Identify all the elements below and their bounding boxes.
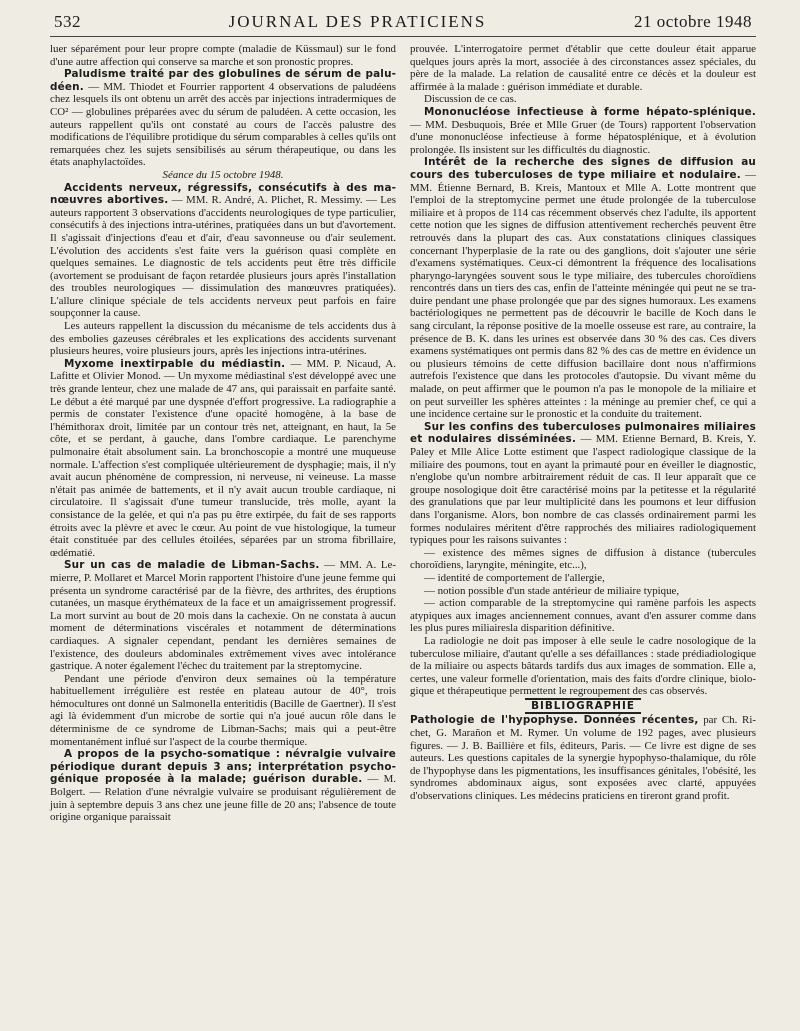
journal-title: JOURNAL DES PRATICIENS (228, 12, 487, 31)
article-myxome (50, 358, 396, 560)
session-date: Séance du 15 octobre 1948. (162, 168, 284, 181)
list-item: — existence des mêmes signes de diffusion à distance (tubercules choroïdiens, laryngite, méningite, etc...), (410, 546, 756, 572)
article-psycho (50, 748, 396, 824)
article-heading: A propos de la psycho-somatique : névralgie vulvaire périodique durant depuis 3 ans; interprétation psychogénique proposée à la malade; guérison durable. (50, 748, 396, 786)
article-paludisme (50, 68, 396, 169)
bibliography-entry (410, 714, 756, 802)
issue-date: 21 octobre 1948 (634, 12, 752, 31)
continued-paragraph: luer séparément pour leur propre compte (maladie de Küssmaul) sur le fond d'une autre affection qui conserve sa marche et son pronostic propres. (50, 43, 396, 68)
article-paragraph: Discussion de ce cas. (424, 93, 517, 106)
running-header (50, 12, 756, 37)
article-heading: Accidents nerveux, régressifs, consécutifs à des manœuvres abortives. (50, 181, 396, 207)
continued-paragraph: prouvée. L'interrogatoire permet d'établir que cette douleur était apparue quelques jours après la mort, associée à des circonstances assez spéciales, du père de la malade. La relation de causalité entre ce décès et la douleur est affirmée à la malade : guérison immédiate et durable. (410, 43, 756, 93)
article-accidents (50, 182, 396, 321)
article-heading: Mononucléose infectieuse à forme hépato-splénique. (424, 105, 756, 118)
right-column (410, 43, 756, 824)
article-body: — MM. Desbuquois, Brée et Mlle Gruer (de Tours) rapportent l'observation d'une mononucléose infectieuse à forme hépatosplénique, et à évolution prolongée. Ils insistent sur les difficultés du diagnostic. (410, 118, 756, 156)
article-paragraph: Les auteurs rappellent la discussion du mécanisme de tels accidents dus à des embolies gazeuses cérébrales et les explications des accidents survenant plusieurs heures, voire plusieurs jours, après les injections intra-utérines. (50, 320, 396, 358)
article-heading: Intérêt de la recherche des signes de diffusion au cours des tuberculoses de type miliaire et nodulaire. (410, 156, 756, 181)
two-column-body (50, 43, 756, 824)
article-heading: Sur les confins des tuberculoses pulmonaires miliaires et nodulaires disséminées. (410, 420, 756, 446)
article-body: — M. Bolgert. — Relation d'une névralgie vulvaire se produisant régulièrement de juin à septembre depuis 3 ans chez une jeune fille de 20 ans; l'absence de toute origine organique paraissait (50, 773, 396, 824)
left-column (50, 43, 396, 824)
article-body: — MM. Etienne Bernard, B. Kreis, Y. Paley et Mlle Alice Lotte estiment que l'aspect radiologique classique de la miliaire des poumons, tout en ayant la primauté pour en éveiller le diagnostic, n'englobe qu'un nombre arbitrairement réduit de cas. Il leur apparaît que ce groupe nosologique doit être caractérisé moins par la petitesse et la régularité des granulations que par leur multiplicité dans les poumons et leur diffusion dans l'organisme. Alors, bon nombre de cas classés ordinairement parmi les formes nodulaires méritent d'être rapprochés des miliaires radiologiquement typiques pour les raisons suivantes : (410, 433, 756, 547)
article-heading: Sur un cas de maladie de Libman-Sachs. (64, 559, 320, 572)
article-mononucleose (410, 106, 756, 156)
article-body: — MM. Thiodet et Fourrier rapportent 4 observations de paludéens chez lesquels ils ont obtenu un arrêt des accès par injections intradermiques de CO² — globulines préparées avec du sérum de paludéen. A cette occasion, les auteurs rappellent qu'ils ont constaté au cours de l'accès palustre des modifications de l'équilibre protidique du sérum comparables à celles qu'ils ont remarquées chez les sujets sensibilisés au sérum thérapeutique, ou dans les états anaphylactoïdes. (50, 80, 397, 169)
list-item: — identité de comportement de l'allergie, (424, 571, 605, 584)
book-title: Pathologie de l'hypophyse. Données récentes, (410, 714, 699, 727)
article-libman (50, 559, 396, 672)
article-body: — MM. P. Nicaud, A. Lafitte et Olivier Monod. — Un myxome médiastinal s'est développé avec une très grande lenteur, chez une malade de 47 ans, qui paraissait en parfaite santé. Le début a été marqué par une dyspnée d'effort progressive. La radiographie a permis de constater l'existence d'une opacité homogène, à la base de l'hémithorax droit, limitée par un contour très net, atteignant, en haut, la 5e côte, et se perdant, à gauche, dans l'ombre cardiaque. Le parenchyme pulmonaire était absolument sain. La bronchoscopie a montré une muqueuse normale. L'affection s'est compliquée ultérieurement de dysphagie; mais, il n'y avait aucun phénomène de compression, ni nerveuse, ni veineuse. La masse n'était pas animée de battements, et il n'y avait aucun trouble cardiaque, ni circulatoire. Il s'agissait d'une tumeur translucide, très molle, ayant la consistance de la gelée, et qui n'a pas pu être extirpée, du fait de ses rapports étroits avec la plèvre et avec le cœur. Au point de vue histologique, la tumeur était constituée par des cellules étoilées, séparées par un stroma fibrillaire, œdématié. (50, 357, 396, 559)
list-item: — action comparable de la streptomycine qui ramène parfois les aspects atypiques aux images anciennement connues, avant d'en assurer comme dans les plus pures miliairesla disparition définitive. (410, 597, 756, 635)
article-confins (410, 421, 756, 547)
article-body: — MM. R. André, A. Plichet, R. Messimy. — Les auteurs rapportent 3 observations d'accidents neurologiques de type particulier, consécutifs à des injections intra-utérines, pratiquées dans un but d'avortement. Il s'agissait d'injections d'eau et d'air, d'eau savonneuse ou d'air seulement. L'évolution des accidents s'est faite vers la guérison quasi complète en quelques semaines. Le diagnostic de tels accidents peut être très difficile (avortement se produisant de façon retardée plusieurs jours après l'installation des troubles neurologiques — dissimulation des manœuvres pratiquées). L'allure clinique spéciale de tels accidents nerveux peut parfois en faire soupçonner la cause. (50, 194, 396, 320)
article-heading: Paludisme traité par des globulines de sérum de paludéen. (50, 68, 396, 93)
list-item: — notion possible d'un stade antérieur de miliaire typique, (424, 584, 680, 597)
page-number: 532 (54, 12, 81, 31)
article-heading: Myxome inextirpable du médiastin. (64, 357, 286, 370)
article-body: — MM. A. Lemierre, P. Mollaret et Marcel Morin rapportent l'histoire d'une jeune femme qui présenta un syndrome caractérisé par de la fièvre, des arthrites, des éruptions cutanées, un masque érythémateux de la face et un amaigrissement progressif. La mort survint au bout de 20 mois dans la cachexie. On ne constata à aucun moment de déterminations viscérales et notamment de déterminations cardiaques. A signaler cependant, pendant les dernières semaines de l'existence, des douleurs abdominales extrêmement vives avec intolérance gastrique. A noter également l'échec du traitement par la streptomycine. (50, 559, 396, 673)
bibliographie-heading: BIBLIOGRAPHIE (525, 698, 641, 715)
article-paragraph: Pendant une période d'environ deux semaines où la température habituellement irrégulière est restée en plateau autour de 40°, trois hémocultures ont donné un Salmonella enteritidis (Bacille de Gaertner). Il s'est agi là évidemment d'un microbe de sortie qui n'a joué aucun rôle dans le déterminisme de ce syndrome de Libman-Sachs; mais qui a peut-être momentanément influé sur l'aspect de la courbe thermique. (50, 672, 396, 748)
article-paragraph: La radiologie ne doit pas imposer à elle seule le cadre nosologique de la tuberculose miliaire, d'autant qu'elle a ses défaillances : stade prédiadiologique de la miliaire ou aspects bâtards tardifs dus aux images de sommation. Elle a, certes, une valeur formelle d'orientation, mais des faits d'ordre clinique, biologique et thérapeutique permettent le regroupement des cas observés. (410, 634, 756, 698)
section-title (410, 698, 756, 715)
article-interet (410, 156, 756, 420)
book-review: par Ch. Richet, G. Marañon et M. Rymer. Un volume de 192 pages, avec plusieurs figures. — J. B. Baillière et fils, éditeurs, Paris. — Ce livre est digne de ses auteurs. Les questions capitales de la synergie hypophyso-thalamique, du rôle de l'hypophyse dans les pigmentations, les insuffisances génitales, l'obésité, les syndromes abdominaux aigus, sont exposées avec clarté, appuyées d'observations cliniques. Les médecins praticiens en tireront grand profit. (410, 714, 756, 803)
article-body: — MM. Étienne Bernard, B. Kreis, Mantoux et Mlle A. Lotte montrent que l'emploi de la streptomycine permet une étude prolongée de la tuberculose miliaire et à propos de 114 cas récemment observés chez l'adulte, ils apportent cette notion que les signes de diffusion attentivement recherchés peuvent être retrouvés dans la plupart des cas. Aux constatations cliniques classiques concernant l'hyperplasie de la rate ou des ganglions, doit s'ajouter une série d'examens systématiques. Ceux-ci démontrent la fréquence des localisations pharyngo-laryngées souvent sous le type miliaire, des tubercules choroïdiens rencontrés dans un tiers des cas, enfin de l'atteinte méningée qui peut ne se traduire pendant une phase prolongée que par des signes humoraux. Les examens bactériologiques ne permettent pas de découvrir le bacille de Koch dans le sang circulant, la réponse positive de la moelle osseuse est rare, au contraire, la présence de B. K. dans les urines est observée dans 30 % des cas. Ces divers examens systématiques ont permis dans 82 % des cas de mettre en évidence un ou plusieurs témoins de cette diffusion bacillaire dont nous n'affirmions autrefois l'existence que dans les protocoles d'autopsie. Du vivant même du malade, on peut affirmer que le poumon n'a pas le monopole de la miliaire et on peut surveiller les sphères atteintes : la méninge au premier chef, ce qui a une incidence certaine sur le pronostic et la conduite du traitement. (410, 168, 756, 421)
